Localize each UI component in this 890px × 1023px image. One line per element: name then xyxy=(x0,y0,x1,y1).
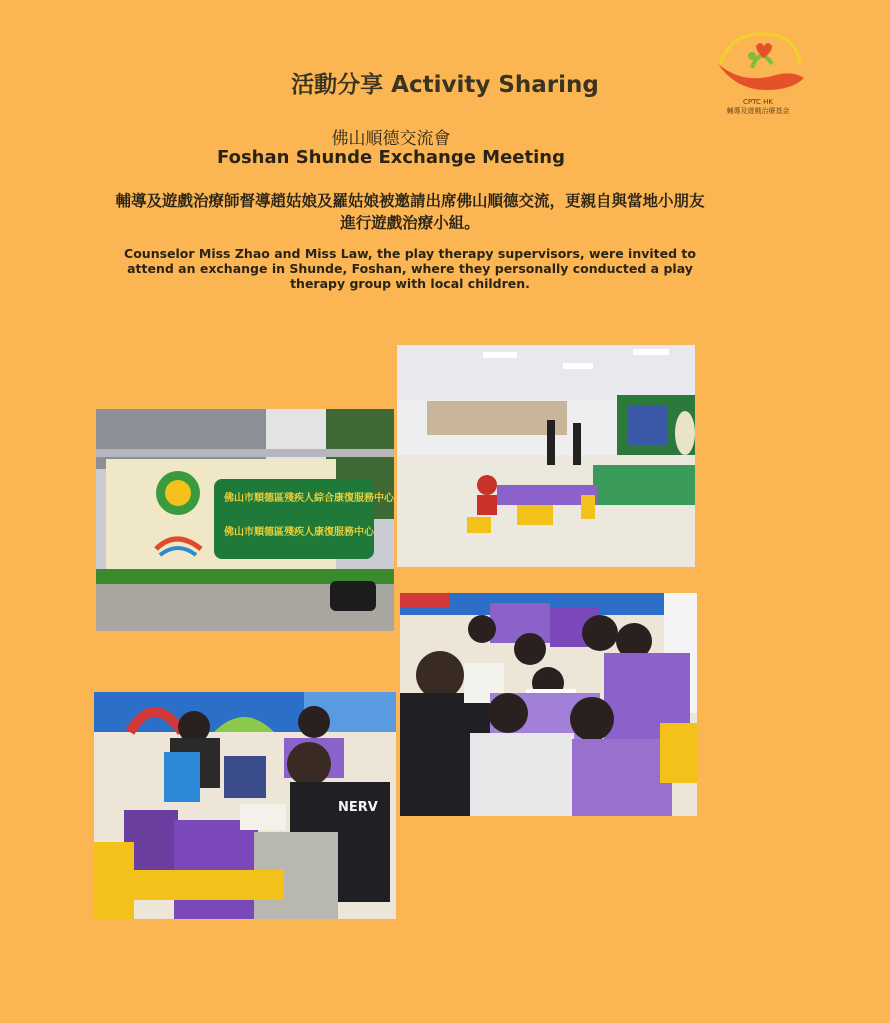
logo-subtitle: 輔導及遊戲治療基金 xyxy=(726,107,790,115)
photo-play-group-right xyxy=(400,593,697,816)
jacket-text: NERV xyxy=(338,800,378,815)
subtitle-en: Foshan Shunde Exchange Meeting xyxy=(217,147,565,168)
logo-name: CPTC HK xyxy=(743,98,773,106)
page-title: 活動分享 Activity Sharing xyxy=(291,72,599,98)
logo-caption xyxy=(706,98,810,116)
photo-play-group-left xyxy=(94,692,396,919)
body-text-en: Counselor Miss Zhao and Miss Law, the play therapy supervisors, were invited to attend an exchange in Shunde, Foshan, where they personally conducted a play therapy group with local children. xyxy=(124,246,696,291)
subtitle-zh: 佛山順德交流會 xyxy=(331,129,451,149)
photo-center-sign xyxy=(96,409,394,631)
body-text-zh: 輔導及遊戲治療師督導趙姑娘及羅姑娘被邀請出席佛山順德交流，更親自與當地小朋友進行遊戲治療小組。 xyxy=(115,192,705,232)
sign-text-top: 佛山市順德區殘疾人綜合康復服務中心 xyxy=(224,493,394,504)
sign-text-bottom: 佛山市順德區殘疾人康復服務中心 xyxy=(224,527,374,538)
photo-classroom xyxy=(397,345,695,567)
